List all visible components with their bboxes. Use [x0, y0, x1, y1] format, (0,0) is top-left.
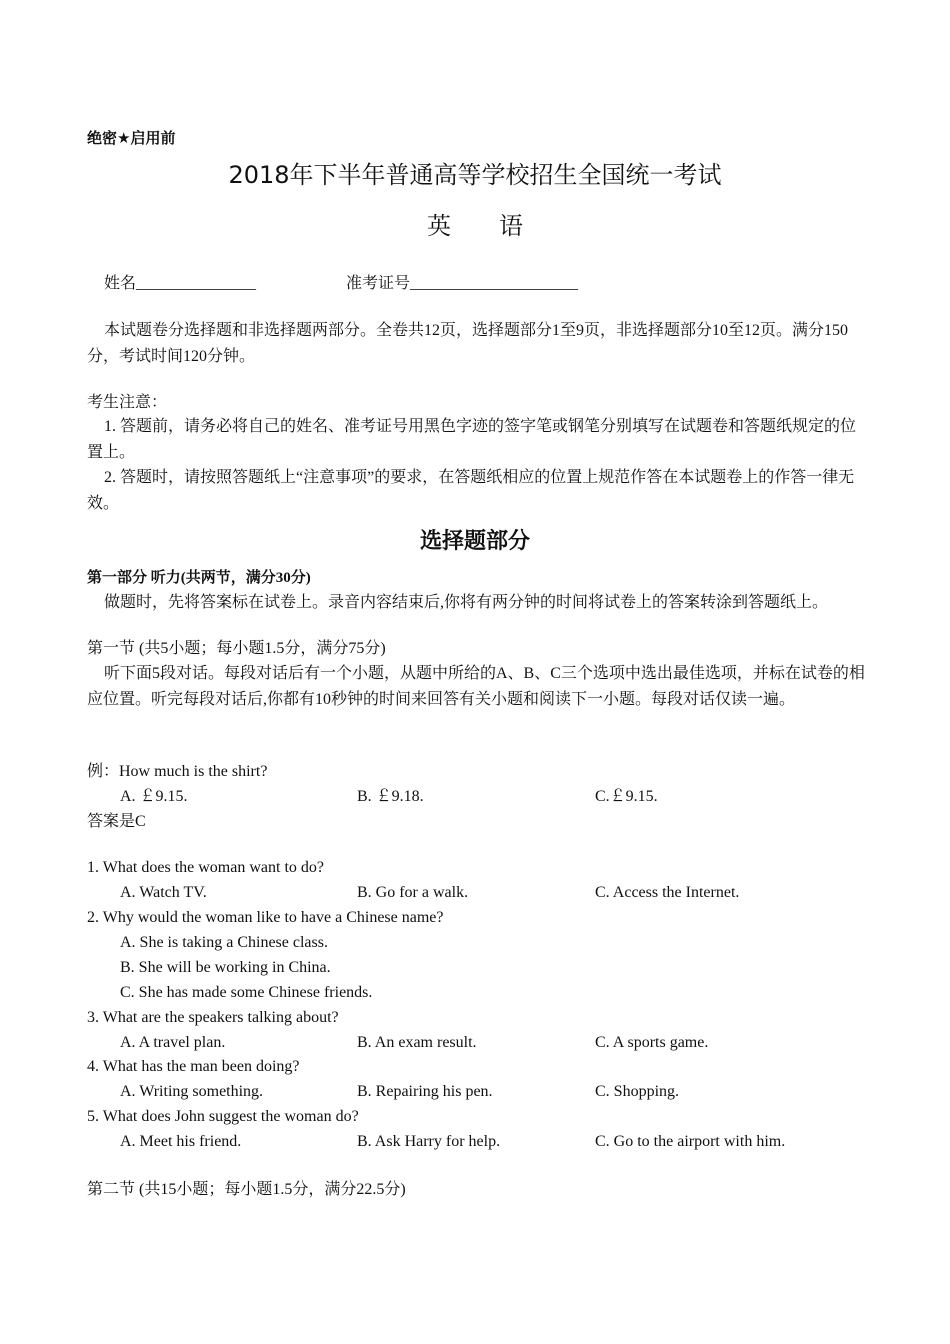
example-answer: 答案是C — [87, 813, 146, 830]
q1-option-c: C. Access the Internet. — [595, 884, 740, 901]
name-field — [104, 273, 256, 295]
example-option-a: A. ￡9.15. — [120, 788, 188, 805]
section1-instruction: 听下面5段对话。每段对话后有一个小题，从题中所给的A、B、C三个选项中选出最佳选项，并标在试卷的相应位置。听完每段对话后,你都有10秒钟的时间来回答有关小题和阅读下一小题。每段对话仅读一遍。 — [87, 665, 865, 708]
q3-option-b: B. An exam result. — [357, 1034, 477, 1051]
name-blank: _______________ — [136, 275, 257, 292]
question-3: 3. What are the speakers talking about? — [87, 1009, 339, 1026]
intro-paragraph: 本试题卷分选择题和非选择题两部分。全卷共12页，选择题部分1至9页，非选择题部分10至12页。满分150分，考试时间120分钟。 — [87, 322, 849, 365]
secret-label: 绝密★启用前 — [87, 129, 176, 147]
example-option-c: C.￡9.15. — [595, 788, 658, 805]
name-label: 姓名 — [104, 275, 137, 292]
q1-option-a: A. Watch TV. — [120, 884, 207, 901]
part1-title: 第一部分 听力(共两节，满分30分) — [87, 570, 311, 586]
question-1: 1. What does the woman want to do? — [87, 859, 324, 876]
q5-option-a: A. Meet his friend. — [120, 1133, 242, 1150]
question-4: 4. What has the man been doing? — [87, 1058, 300, 1075]
q4-option-a: A. Writing something. — [120, 1083, 264, 1100]
q2-option-b: B. She will be working in China. — [120, 959, 331, 976]
q2-option-c: C. She has made some Chinese friends. — [120, 984, 373, 1001]
q4-option-c: C. Shopping. — [595, 1083, 680, 1100]
note-item-1: 1. 答题前，请务必将自己的姓名、准考证号用黑色字迹的签字笔或钢笔分别填写在试题卷和答题纸规定的位置上。 — [87, 418, 857, 461]
q3-option-a: A. A travel plan. — [120, 1034, 226, 1051]
exam-title: 2018年下半年普通高等学校招生全国统一考试 — [228, 161, 722, 189]
notes-title: 考生注意： — [87, 394, 168, 411]
q5-option-b: B. Ask Harry for help. — [357, 1133, 501, 1150]
subject-title: 英 语 — [427, 212, 523, 240]
example-option-b: B. ￡9.18. — [357, 788, 424, 805]
question-2: 2. Why would the woman like to have a Chinese name? — [87, 909, 444, 926]
id-field — [346, 273, 578, 295]
part1-instruction: 做题时，先将答案标在试卷上。录音内容结束后,你将有两分钟的时间将试卷上的答案转涂到答题纸上。 — [104, 594, 829, 611]
note-item-2: 2. 答题时，请按照答题纸上“注意事项”的要求，在答题纸相应的位置上规范作答在本试题卷上的作答一律无效。 — [87, 469, 855, 512]
section1-title: 第一节 (共5小题；每小题1.5分，满分75分) — [87, 640, 386, 657]
id-blank: _____________________ — [410, 275, 579, 292]
q4-option-b: B. Repairing his pen. — [357, 1083, 493, 1100]
id-label: 准考证号 — [346, 275, 411, 292]
q3-option-c: C. A sports game. — [595, 1034, 709, 1051]
section2-title: 第二节 (共15小题；每小题1.5分，满分22.5分) — [87, 1181, 406, 1198]
example-question: 例：How much is the shirt? — [87, 763, 268, 780]
q1-option-b: B. Go for a walk. — [357, 884, 469, 901]
q2-option-a: A. She is taking a Chinese class. — [120, 934, 328, 951]
question-5: 5. What does John suggest the woman do? — [87, 1108, 359, 1125]
q5-option-c: C. Go to the airport with him. — [595, 1133, 786, 1150]
section-title: 选择题部分 — [419, 529, 530, 554]
